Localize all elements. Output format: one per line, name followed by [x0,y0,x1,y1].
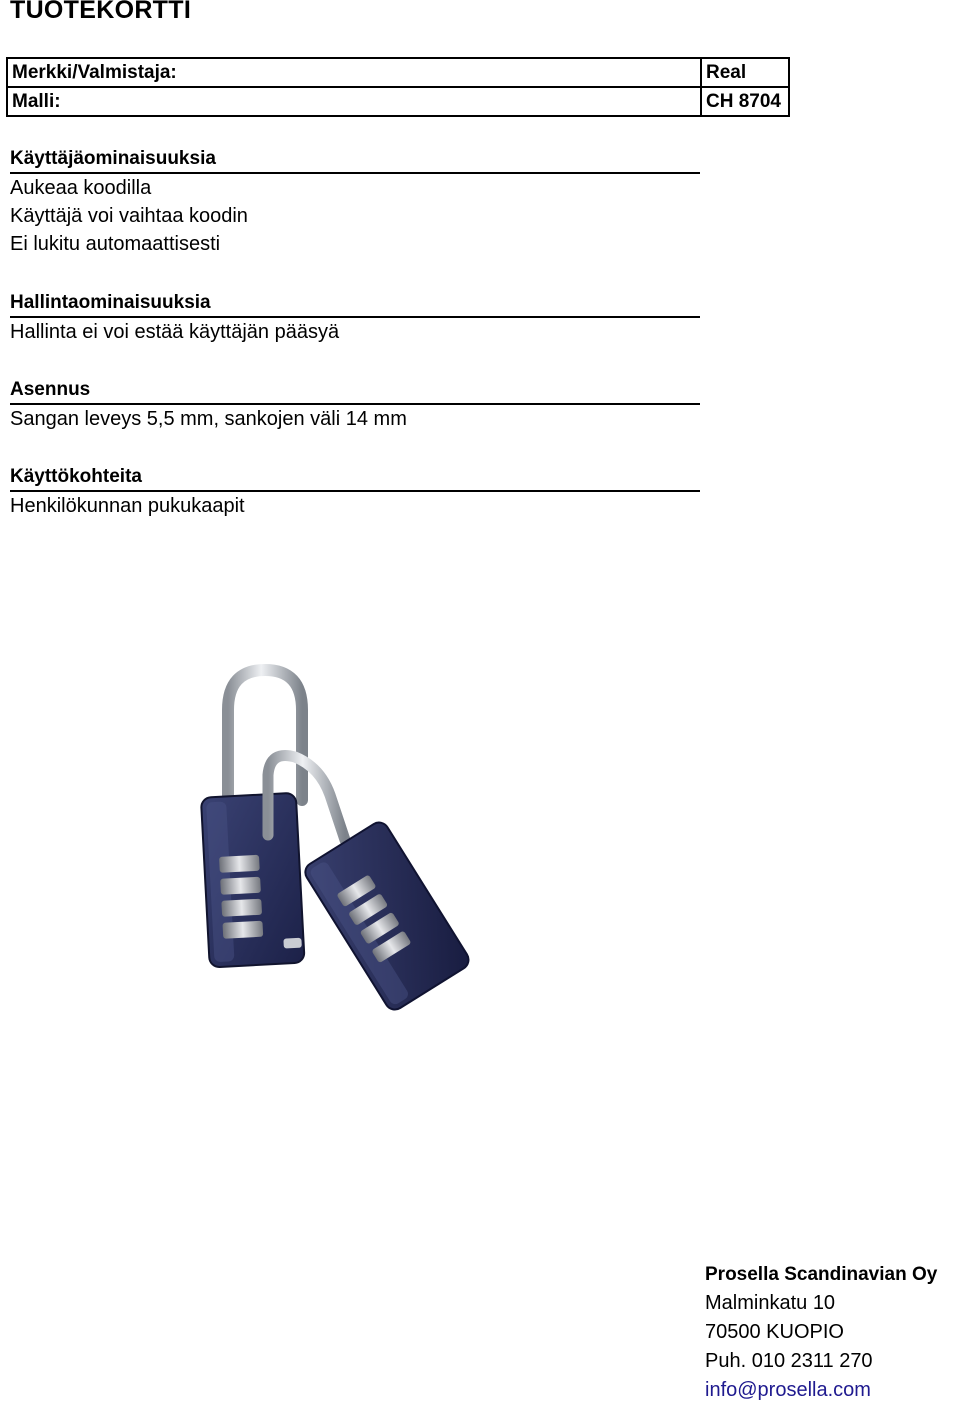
brand-value: Real [701,58,789,87]
product-info-table [6,57,790,117]
company-phone: Puh. 010 2311 270 [705,1350,873,1372]
model-label: Malli: [7,87,701,116]
combination-padlock-pair-icon [190,655,490,1040]
section-heading: Käyttäjäominaisuuksia [10,146,700,174]
section-user-features [10,146,700,258]
document-title: TUOTEKORTTI [10,0,192,24]
brand-label: Merkki/Valmistaja: [7,58,701,87]
table-row [7,58,789,87]
section-line: Hallinta ei voi estää käyttäjän pääsyä [10,321,340,343]
section-heading: Asennus [10,377,700,405]
section-heading: Käyttökohteita [10,464,700,492]
section-admin-features [10,290,700,346]
company-name: Prosella Scandinavian Oy [705,1264,938,1285]
company-contact [705,1260,937,1405]
section-use-cases [10,464,700,520]
section-line: Henkilökunnan pukukaapit [10,495,245,517]
table-row [7,87,789,116]
company-street: Malminkatu 10 [705,1292,836,1314]
section-line: Sangan leveys 5,5 mm, sankojen väli 14 mm [10,408,407,430]
company-email-link[interactable]: info@prosella.com [705,1379,871,1401]
section-line: Ei lukitu automaattisesti [10,233,221,255]
model-value: CH 8704 [701,87,789,116]
section-heading: Hallintaominaisuuksia [10,290,700,318]
section-line: Käyttäjä voi vaihtaa koodin [10,205,248,227]
section-installation [10,377,700,433]
section-line: Aukeaa koodilla [10,177,152,199]
company-city: 70500 KUOPIO [705,1321,844,1343]
